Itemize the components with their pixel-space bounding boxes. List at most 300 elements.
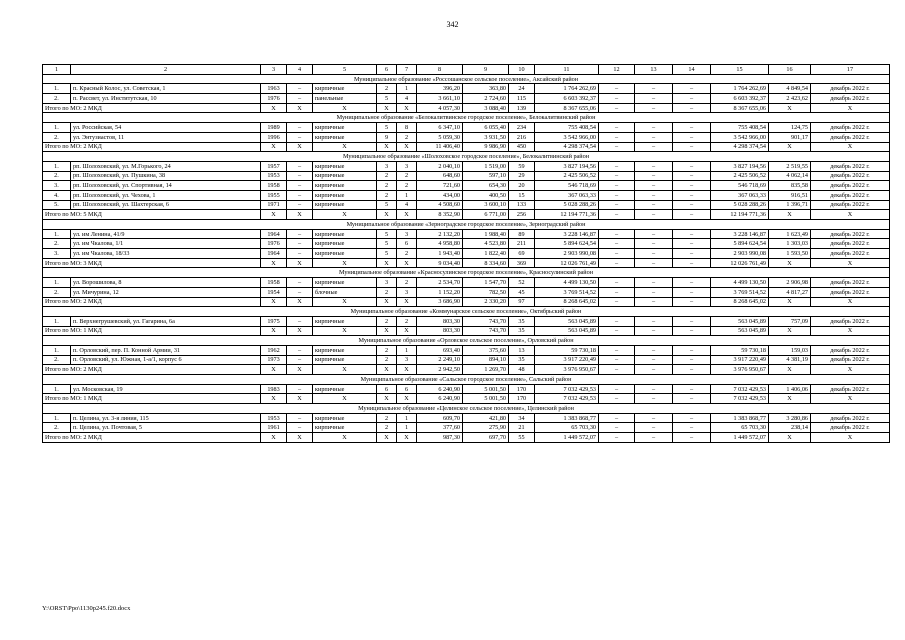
table-cell: 2. (43, 355, 71, 365)
municipality-title: Муниципальное образование «Шолоховское городское поселение», Белокалитвинский район (43, 152, 890, 162)
table-cell: 1. (43, 278, 71, 288)
table-cell: 4 958,80 (417, 239, 463, 249)
table-cell: 238,14 (769, 423, 811, 433)
table-cell: 5 (377, 229, 397, 239)
table-cell: кирпичные (313, 413, 377, 423)
table-cell: декабрь 2022 г. (811, 200, 890, 210)
table-cell: 2 132,20 (417, 229, 463, 239)
table-cell: 7 032 429,53 (711, 384, 769, 394)
column-number: 5 (313, 65, 377, 75)
table-cell: – (673, 229, 711, 239)
municipality-header-row (43, 375, 890, 385)
total-cell: 803,30 (417, 326, 463, 336)
table-cell: – (673, 239, 711, 249)
table-cell: 3 661,10 (417, 94, 463, 104)
column-number: 2 (71, 65, 261, 75)
table-cell: – (599, 171, 635, 181)
table-cell: кирпичные (313, 423, 377, 433)
table-cell: – (287, 190, 313, 200)
table-cell: 1961 (261, 423, 287, 433)
table-cell: – (599, 249, 635, 259)
total-cell: – (635, 258, 673, 268)
table-cell: 1976 (261, 239, 287, 249)
table-cell: 3 (397, 161, 417, 171)
total-label: Итого по МО: 2 МКД (43, 297, 261, 307)
table-cell: – (673, 84, 711, 94)
table-row (43, 384, 890, 394)
total-cell: X (769, 103, 811, 113)
table-cell: 1973 (261, 355, 287, 365)
table-cell: 5 894 624,54 (711, 239, 769, 249)
table-cell: 1. (43, 316, 71, 326)
table-cell: кирпичные (313, 132, 377, 142)
total-cell: X (397, 142, 417, 152)
table-cell: – (635, 229, 673, 239)
total-cell: X (769, 365, 811, 375)
table-cell: кирпичные (313, 249, 377, 259)
total-cell: X (261, 394, 287, 404)
table-cell: 2 249,10 (417, 355, 463, 365)
total-cell: X (397, 103, 417, 113)
table-cell: 8 (397, 123, 417, 133)
table-cell: – (287, 355, 313, 365)
table-cell: ул. Ворошилова, 8 (71, 278, 261, 288)
table-row (43, 171, 890, 181)
table-cell: 1 383 868,77 (535, 413, 599, 423)
table-cell: кирпичные (313, 171, 377, 181)
table-cell: 2 (397, 249, 417, 259)
municipality-header-row (43, 152, 890, 162)
table-cell: ул. Московская, 19 (71, 384, 261, 394)
total-cell: 9 034,40 (417, 258, 463, 268)
table-cell: кирпичные (313, 161, 377, 171)
table-cell: 4 062,14 (769, 171, 811, 181)
table-cell: 755 408,54 (711, 123, 769, 133)
table-cell: 2 (377, 316, 397, 326)
column-number: 7 (397, 65, 417, 75)
table-cell: – (599, 84, 635, 94)
table-cell: 757,09 (769, 316, 811, 326)
table-cell: 3 769 514,52 (711, 287, 769, 297)
table-cell: рп. Шолоховский, ул. Чехова, 1 (71, 190, 261, 200)
total-cell: 450 (509, 142, 535, 152)
table-cell: – (599, 413, 635, 423)
table-cell: 3 827 194,56 (535, 161, 599, 171)
table-cell: – (635, 278, 673, 288)
total-cell: X (287, 258, 313, 268)
total-cell: X (811, 433, 890, 443)
total-row (43, 394, 890, 404)
column-number: 1 (43, 65, 71, 75)
total-cell: X (377, 210, 397, 220)
municipality-header-row (43, 220, 890, 230)
total-cell: X (397, 433, 417, 443)
table-cell: 9 (377, 132, 397, 142)
table-cell: 2. (43, 94, 71, 104)
table-cell: 6 603 392,37 (535, 94, 599, 104)
total-cell: X (261, 433, 287, 443)
table-cell: 4. (43, 190, 71, 200)
table-row (43, 355, 890, 365)
total-cell: 987,30 (417, 433, 463, 443)
table-cell: – (287, 384, 313, 394)
table-cell: – (673, 316, 711, 326)
table-cell: – (287, 229, 313, 239)
total-cell: 8 367 655,06 (711, 103, 769, 113)
municipality-header-row (43, 113, 890, 123)
table-cell: 1 303,03 (769, 239, 811, 249)
total-label: Итого по МО: 2 МКД (43, 103, 261, 113)
table-cell: 597,10 (463, 171, 509, 181)
total-cell: X (397, 258, 417, 268)
table-cell: 4 499 130,50 (711, 278, 769, 288)
table-cell: 1953 (261, 171, 287, 181)
table-row (43, 229, 890, 239)
total-cell: X (397, 210, 417, 220)
total-row (43, 258, 890, 268)
total-cell: 3 976 950,67 (711, 365, 769, 375)
table-cell: п. Рассвет, ул. Институтская, 10 (71, 94, 261, 104)
total-cell: 369 (509, 258, 535, 268)
table-cell: 115 (509, 94, 535, 104)
total-cell: 55 (509, 433, 535, 443)
total-row (43, 433, 890, 443)
table-cell: – (599, 384, 635, 394)
total-cell: – (673, 433, 711, 443)
table-cell: 1996 (261, 132, 287, 142)
table-cell: декабрь 2022 г. (811, 249, 890, 259)
municipality-title: Муниципальное образование «Сальское городское поселение», Сальский район (43, 375, 890, 385)
table-cell: 782,50 (463, 287, 509, 297)
table-cell: 421,80 (463, 413, 509, 423)
table-row (43, 161, 890, 171)
table-cell: – (287, 181, 313, 191)
table-row (43, 287, 890, 297)
table-cell: – (599, 345, 635, 355)
table-cell: 7 032 429,53 (535, 384, 599, 394)
total-cell: – (599, 394, 635, 404)
table-cell: – (635, 171, 673, 181)
table-cell: 2 (377, 345, 397, 355)
total-cell: X (287, 326, 313, 336)
table-cell: – (287, 239, 313, 249)
table-cell: 1 623,49 (769, 229, 811, 239)
table-cell: – (673, 123, 711, 133)
table-cell: 2 (397, 171, 417, 181)
table-cell: 5 (377, 239, 397, 249)
column-number: 17 (811, 65, 890, 75)
table-cell: п. Верхнегрушевский, ул. Гагарина, 6а (71, 316, 261, 326)
file-path: Y:\ORST\Ppo\1130p245.f20.docx (42, 605, 131, 612)
table-cell: 133 (509, 200, 535, 210)
table-cell: 1. (43, 384, 71, 394)
total-cell: X (811, 103, 890, 113)
table-cell: 1957 (261, 161, 287, 171)
table-cell: 35 (509, 316, 535, 326)
total-cell: 3 976 950,67 (535, 365, 599, 375)
table-cell: ул. им Чкалова, 18/33 (71, 249, 261, 259)
table-cell: 2 425 506,52 (535, 171, 599, 181)
table-cell: – (599, 94, 635, 104)
total-label: Итого по МО: 5 МКД (43, 210, 261, 220)
table-cell: 1 (397, 190, 417, 200)
municipality-title: Муниципальное образование «Красносулинское городское поселение», Красносулинский район (43, 268, 890, 278)
total-cell: 563 045,89 (711, 326, 769, 336)
total-cell: X (313, 210, 377, 220)
table-cell: 1954 (261, 287, 287, 297)
table-cell: 3 542 966,00 (535, 132, 599, 142)
table-cell: 1955 (261, 190, 287, 200)
total-cell: – (599, 297, 635, 307)
table-cell: – (673, 423, 711, 433)
table-cell: – (635, 249, 673, 259)
buildings-table (42, 64, 890, 443)
table-cell: – (599, 229, 635, 239)
table-cell: кирпичные (313, 123, 377, 133)
table-cell: декабрь 2022 г. (811, 239, 890, 249)
table-cell: – (287, 249, 313, 259)
total-cell: 8 367 655,06 (535, 103, 599, 113)
table-cell: – (673, 355, 711, 365)
page-number: 342 (446, 20, 459, 29)
table-cell: 1 593,50 (769, 249, 811, 259)
total-cell: X (261, 365, 287, 375)
table-cell: – (287, 94, 313, 104)
total-cell: 8 268 645,02 (535, 297, 599, 307)
table-cell: 2. (43, 423, 71, 433)
table-cell: – (287, 84, 313, 94)
table-cell: рп. Шолоховский, ул. Спортивная, 14 (71, 181, 261, 191)
total-cell: X (769, 326, 811, 336)
municipality-title: Муниципальное образование «Россошанское сельское поселение», Аксайский район (43, 74, 890, 84)
table-cell: 835,58 (769, 181, 811, 191)
table-cell: 13 (509, 345, 535, 355)
table-cell: 29 (509, 171, 535, 181)
total-cell: 3 686,90 (417, 297, 463, 307)
table-cell: 901,17 (769, 132, 811, 142)
table-cell: 2 (377, 355, 397, 365)
table-cell: 2 (377, 190, 397, 200)
table-cell: – (287, 413, 313, 423)
table-cell: декабрь 2022 г. (811, 132, 890, 142)
table-cell: 3 542 966,00 (711, 132, 769, 142)
table-cell: 2 903 990,08 (711, 249, 769, 259)
table-row (43, 84, 890, 94)
total-cell: X (377, 326, 397, 336)
total-cell: X (377, 433, 397, 443)
table-cell: 1. (43, 161, 71, 171)
table-cell: декабрь 2022 г. (811, 123, 890, 133)
table-cell: 1958 (261, 278, 287, 288)
table-cell: 2 903 990,08 (535, 249, 599, 259)
table-cell: 1. (43, 84, 71, 94)
table-cell: 2 534,70 (417, 278, 463, 288)
total-row (43, 365, 890, 375)
table-row (43, 190, 890, 200)
table-cell: 1. (43, 123, 71, 133)
total-cell: 12 194 771,36 (535, 210, 599, 220)
table-cell: – (599, 123, 635, 133)
table-cell: декабрь 2022 г. (811, 423, 890, 433)
table-cell: 3 228 146,87 (535, 229, 599, 239)
table-cell: 6 055,40 (463, 123, 509, 133)
total-cell: X (287, 297, 313, 307)
table-cell: декабрь 2022 г. (811, 94, 890, 104)
total-cell: X (287, 142, 313, 152)
total-cell: X (811, 297, 890, 307)
total-cell: 563 045,89 (535, 326, 599, 336)
total-row (43, 297, 890, 307)
total-cell: X (313, 433, 377, 443)
total-cell: 697,70 (463, 433, 509, 443)
total-cell: 48 (509, 365, 535, 375)
table-cell: 89 (509, 229, 535, 239)
table-cell: 52 (509, 278, 535, 288)
total-cell: X (261, 210, 287, 220)
table-cell: – (673, 132, 711, 142)
total-cell: X (287, 103, 313, 113)
table-cell: 34 (509, 413, 535, 423)
table-cell: панельные (313, 94, 377, 104)
table-cell: – (287, 171, 313, 181)
table-cell: 3. (43, 249, 71, 259)
table-cell: 609,70 (417, 413, 463, 423)
total-cell: X (377, 258, 397, 268)
column-number: 10 (509, 65, 535, 75)
municipality-title: Муниципальное образование «Зерноградское городское поселение», Зерноградский район (43, 220, 890, 230)
table-cell: рп. Шолоховский, ул. М.Горького, 24 (71, 161, 261, 171)
table-cell: – (635, 190, 673, 200)
table-cell: – (673, 413, 711, 423)
total-cell: X (769, 142, 811, 152)
total-cell: X (811, 142, 890, 152)
table-cell: – (673, 278, 711, 288)
table-cell: 5 (377, 123, 397, 133)
table-cell: – (673, 190, 711, 200)
table-cell: – (673, 94, 711, 104)
total-cell: X (261, 258, 287, 268)
table-cell: – (635, 132, 673, 142)
column-number: 12 (599, 65, 635, 75)
table-cell: – (599, 161, 635, 171)
table-row (43, 278, 890, 288)
column-number: 4 (287, 65, 313, 75)
table-cell: кирпичные (313, 84, 377, 94)
table-cell: – (635, 161, 673, 171)
table-cell: 4 (397, 94, 417, 104)
total-cell: – (599, 326, 635, 336)
table-cell: 211 (509, 239, 535, 249)
total-cell: 11 406,40 (417, 142, 463, 152)
table-cell: – (599, 181, 635, 191)
table-cell: кирпичные (313, 345, 377, 355)
total-cell: 2 942,50 (417, 365, 463, 375)
table-cell: декабрь 2022 г. (811, 161, 890, 171)
table-cell: 367 063,33 (711, 190, 769, 200)
table-cell: – (673, 345, 711, 355)
total-cell: X (313, 365, 377, 375)
table-cell: рп. Шолоховский, ул. Шахтерская, 6 (71, 200, 261, 210)
total-label: Итого по МО: 1 МКД (43, 326, 261, 336)
total-cell: 743,70 (463, 326, 509, 336)
table-cell: 3 (397, 287, 417, 297)
table-cell: 1 152,20 (417, 287, 463, 297)
table-cell: 216 (509, 132, 535, 142)
table-cell: 2 (377, 171, 397, 181)
table-cell: 1 406,06 (769, 384, 811, 394)
total-cell: X (769, 210, 811, 220)
column-number: 11 (535, 65, 599, 75)
total-cell: X (261, 103, 287, 113)
table-cell: – (635, 355, 673, 365)
table-cell: 1 (397, 413, 417, 423)
table-cell: 2. (43, 239, 71, 249)
table-cell: 35 (509, 355, 535, 365)
table-row (43, 200, 890, 210)
total-cell: X (313, 142, 377, 152)
table-cell: ул. Мичурина, 12 (71, 287, 261, 297)
table-cell: 5 (377, 94, 397, 104)
total-cell: – (673, 258, 711, 268)
total-cell: X (287, 365, 313, 375)
total-cell: 4 057,30 (417, 103, 463, 113)
table-cell: – (635, 316, 673, 326)
table-cell: 2 (377, 287, 397, 297)
table-cell: 234 (509, 123, 535, 133)
table-cell: – (599, 190, 635, 200)
table-cell: ул. им Чкалова, 1/1 (71, 239, 261, 249)
table-cell: 367 063,33 (535, 190, 599, 200)
total-row (43, 210, 890, 220)
table-cell: декабрь 2022 г. (811, 384, 890, 394)
table-cell: 6 347,10 (417, 123, 463, 133)
table-cell: 693,40 (417, 345, 463, 355)
table-row (43, 423, 890, 433)
table-cell: – (635, 345, 673, 355)
table-cell: 275,90 (463, 423, 509, 433)
table-cell: 1962 (261, 345, 287, 355)
table-cell: 2. (43, 132, 71, 142)
table-cell: – (635, 94, 673, 104)
table-cell: 3 (377, 161, 397, 171)
table-cell: кирпичные (313, 355, 377, 365)
table-cell: 755 408,54 (535, 123, 599, 133)
total-cell: X (377, 365, 397, 375)
total-cell: X (769, 433, 811, 443)
table-cell: кирпичные (313, 229, 377, 239)
table-cell: 45 (509, 287, 535, 297)
table-cell: декабрь 2022 г. (811, 355, 890, 365)
total-cell: 139 (509, 103, 535, 113)
table-cell: – (635, 287, 673, 297)
table-cell: 3 (397, 355, 417, 365)
table-cell: кирпичные (313, 278, 377, 288)
table-cell: – (287, 287, 313, 297)
table-cell: 1964 (261, 249, 287, 259)
total-cell: X (287, 433, 313, 443)
column-number: 6 (377, 65, 397, 75)
total-cell: 8 334,60 (463, 258, 509, 268)
table-row (43, 413, 890, 423)
column-number: 8 (417, 65, 463, 75)
table-cell: 1 764 262,69 (711, 84, 769, 94)
table-cell: 5 059,30 (417, 132, 463, 142)
total-cell: – (673, 394, 711, 404)
table-cell: 375,60 (463, 345, 509, 355)
total-cell: X (313, 103, 377, 113)
table-cell: 6 (397, 239, 417, 249)
total-label: Итого по МО: 2 МКД (43, 142, 261, 152)
